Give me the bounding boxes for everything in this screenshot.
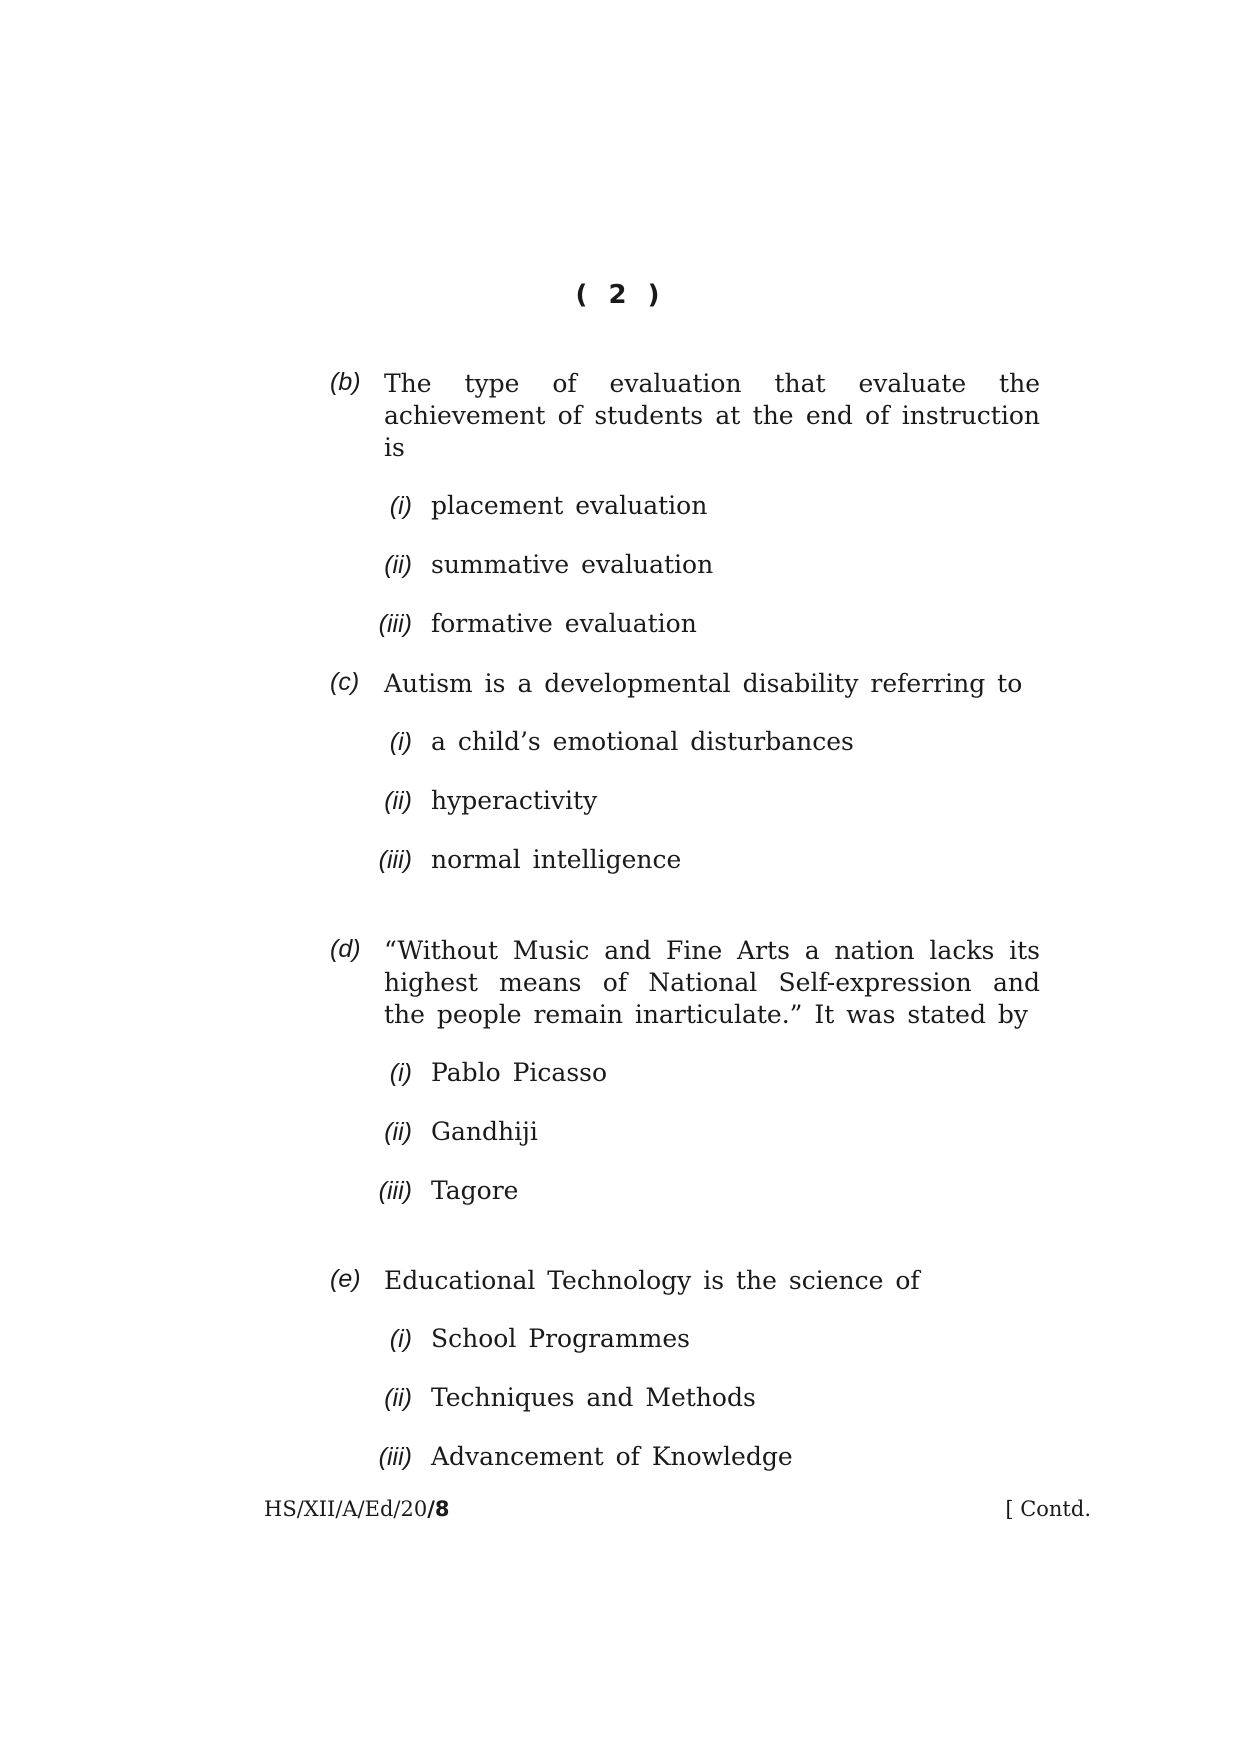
question-label: (e) bbox=[330, 1265, 361, 1293]
page-number: ( 2 ) bbox=[575, 280, 666, 310]
options-list bbox=[330, 490, 1040, 667]
option-item bbox=[330, 549, 1040, 608]
question-c bbox=[330, 668, 1040, 903]
option-item bbox=[330, 1441, 1040, 1500]
contd-label: [ Contd. bbox=[1005, 1497, 1091, 1521]
option-text: hyperactivity bbox=[431, 786, 598, 815]
question-label: (c) bbox=[330, 668, 360, 696]
question-d bbox=[330, 935, 1040, 1234]
options-list bbox=[330, 1057, 1040, 1234]
option-item bbox=[330, 1175, 1040, 1234]
option-item bbox=[330, 608, 1040, 667]
paper-code-text: HS/XII/A/Ed/20 bbox=[264, 1497, 428, 1521]
option-label: (iii) bbox=[378, 846, 412, 874]
option-text: Techniques and Methods bbox=[431, 1383, 756, 1412]
option-item bbox=[330, 1323, 1040, 1382]
question-text: “Without Music and Fine Arts a nation lacks its highest means of National Self-expression and the people remain inarticulate.” It was stated by bbox=[384, 936, 1040, 1029]
option-item bbox=[330, 844, 1040, 903]
option-text: placement evaluation bbox=[431, 491, 708, 520]
option-label: (i) bbox=[389, 1059, 412, 1087]
option-label: (i) bbox=[389, 492, 412, 520]
question-label: (b) bbox=[330, 368, 361, 396]
option-item bbox=[330, 1382, 1040, 1441]
option-text: School Programmes bbox=[431, 1324, 690, 1353]
option-label: (ii) bbox=[384, 1384, 412, 1412]
question-text: Educational Technology is the science of bbox=[384, 1266, 920, 1295]
paper-code-suffix: /8 bbox=[427, 1497, 450, 1521]
question-label: (d) bbox=[330, 935, 361, 963]
option-item bbox=[330, 490, 1040, 549]
option-label: (iii) bbox=[378, 1443, 412, 1471]
paper-code bbox=[264, 1497, 450, 1521]
option-text: normal intelligence bbox=[431, 845, 682, 874]
option-label: (ii) bbox=[384, 551, 412, 579]
option-label: (i) bbox=[389, 1325, 412, 1353]
option-label: (i) bbox=[389, 728, 412, 756]
option-text: Advancement of Knowledge bbox=[431, 1442, 793, 1471]
option-text: Tagore bbox=[431, 1176, 519, 1205]
options-list bbox=[330, 726, 1040, 903]
option-item bbox=[330, 1116, 1040, 1175]
question-text: Autism is a developmental disability referring to bbox=[384, 669, 1023, 698]
option-label: (ii) bbox=[384, 787, 412, 815]
question-e bbox=[330, 1265, 1040, 1500]
option-text: Pablo Picasso bbox=[431, 1058, 608, 1087]
option-text: a child’s emotional disturbances bbox=[431, 727, 854, 756]
option-item bbox=[330, 785, 1040, 844]
option-text: summative evaluation bbox=[431, 550, 714, 579]
option-label: (ii) bbox=[384, 1118, 412, 1146]
option-text: formative evaluation bbox=[431, 609, 697, 638]
option-label: (iii) bbox=[378, 610, 412, 638]
question-b bbox=[330, 368, 1040, 667]
option-label: (iii) bbox=[378, 1177, 412, 1205]
option-text: Gandhiji bbox=[431, 1117, 538, 1146]
option-item bbox=[330, 726, 1040, 785]
option-item bbox=[330, 1057, 1040, 1116]
question-text: The type of evaluation that evaluate the achievement of students at the end of instruction is bbox=[384, 369, 1040, 462]
options-list bbox=[330, 1323, 1040, 1500]
